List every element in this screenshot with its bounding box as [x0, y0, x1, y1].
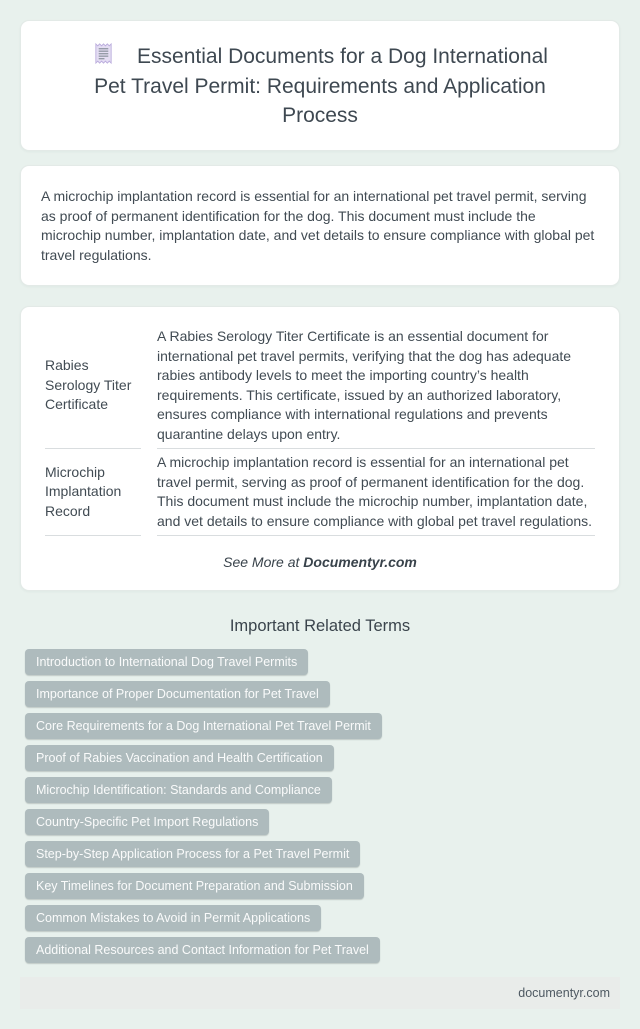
footer-site-label: documentyr.com: [518, 986, 610, 1000]
related-term-tag[interactable]: Step-by-Step Application Process for a Pet Travel Permit: [25, 841, 360, 867]
table-row: [45, 449, 595, 536]
related-term-tag[interactable]: Common Mistakes to Avoid in Permit Applications: [25, 905, 321, 931]
title-text-line-2: Pet Travel Permit: Requirements and Application: [94, 75, 546, 98]
term-cell: Microchip Implantation Record: [45, 449, 141, 536]
related-term-tag[interactable]: Microchip Identification: Standards and Compliance: [25, 777, 332, 803]
related-term-tag[interactable]: Key Timelines for Document Preparation and Submission: [25, 873, 364, 899]
title-card: [20, 20, 620, 151]
page-title: [31, 41, 609, 130]
title-text-line-1: Essential Documents for a Dog International: [137, 45, 548, 68]
footer-bar: [20, 977, 620, 1009]
related-term-tag[interactable]: Core Requirements for a Dog International Pet Travel Permit: [25, 713, 382, 739]
see-more-line: [29, 554, 611, 570]
related-term-tag[interactable]: Proof of Rabies Vaccination and Health Certification: [25, 745, 334, 771]
documents-table: [29, 323, 611, 536]
receipt-icon: [92, 42, 115, 73]
see-more-prefix: See More at: [223, 554, 304, 570]
related-term-tag[interactable]: Importance of Proper Documentation for Pet Travel: [25, 681, 330, 707]
intro-card: [20, 165, 620, 286]
related-term-tag[interactable]: Additional Resources and Contact Information for Pet Travel: [25, 937, 380, 963]
related-terms-heading: Important Related Terms: [229, 617, 411, 635]
title-text-line-3: Process: [282, 104, 358, 127]
term-cell: Rabies Serology Titer Certificate: [45, 323, 141, 449]
related-term-tag[interactable]: Country-Specific Pet Import Regulations: [25, 809, 269, 835]
description-cell: A microchip implantation record is essential for an international pet travel permit, serving as proof of permanent identification for the dog. This document must include the microchip number, implantation date, and vet details to ensure compliance with global pet travel regulations.: [157, 449, 595, 536]
documents-table-card: [20, 306, 620, 591]
description-cell: A Rabies Serology Titer Certificate is an essential document for international pet travel permits, verifying that the dog has adequate rabies antibody levels to meet the importing country’s health requirements. This certificate, issued by an authorized laboratory, ensures compliance with international regulations and prevents quarantine delays upon entry.: [157, 323, 595, 449]
related-terms-tags: [20, 649, 620, 969]
table-row: [45, 323, 595, 449]
see-more-brand: Documentyr.com: [303, 554, 417, 570]
related-term-tag[interactable]: Introduction to International Dog Travel Permits: [25, 649, 308, 675]
title-line-1: [31, 41, 609, 72]
intro-paragraph: A microchip implantation record is essential for an international pet travel permit, serving as proof of permanent identification for the dog. This document must include the microchip number, implantation date, and vet details to ensure compliance with global pet travel regulations.: [41, 188, 595, 263]
